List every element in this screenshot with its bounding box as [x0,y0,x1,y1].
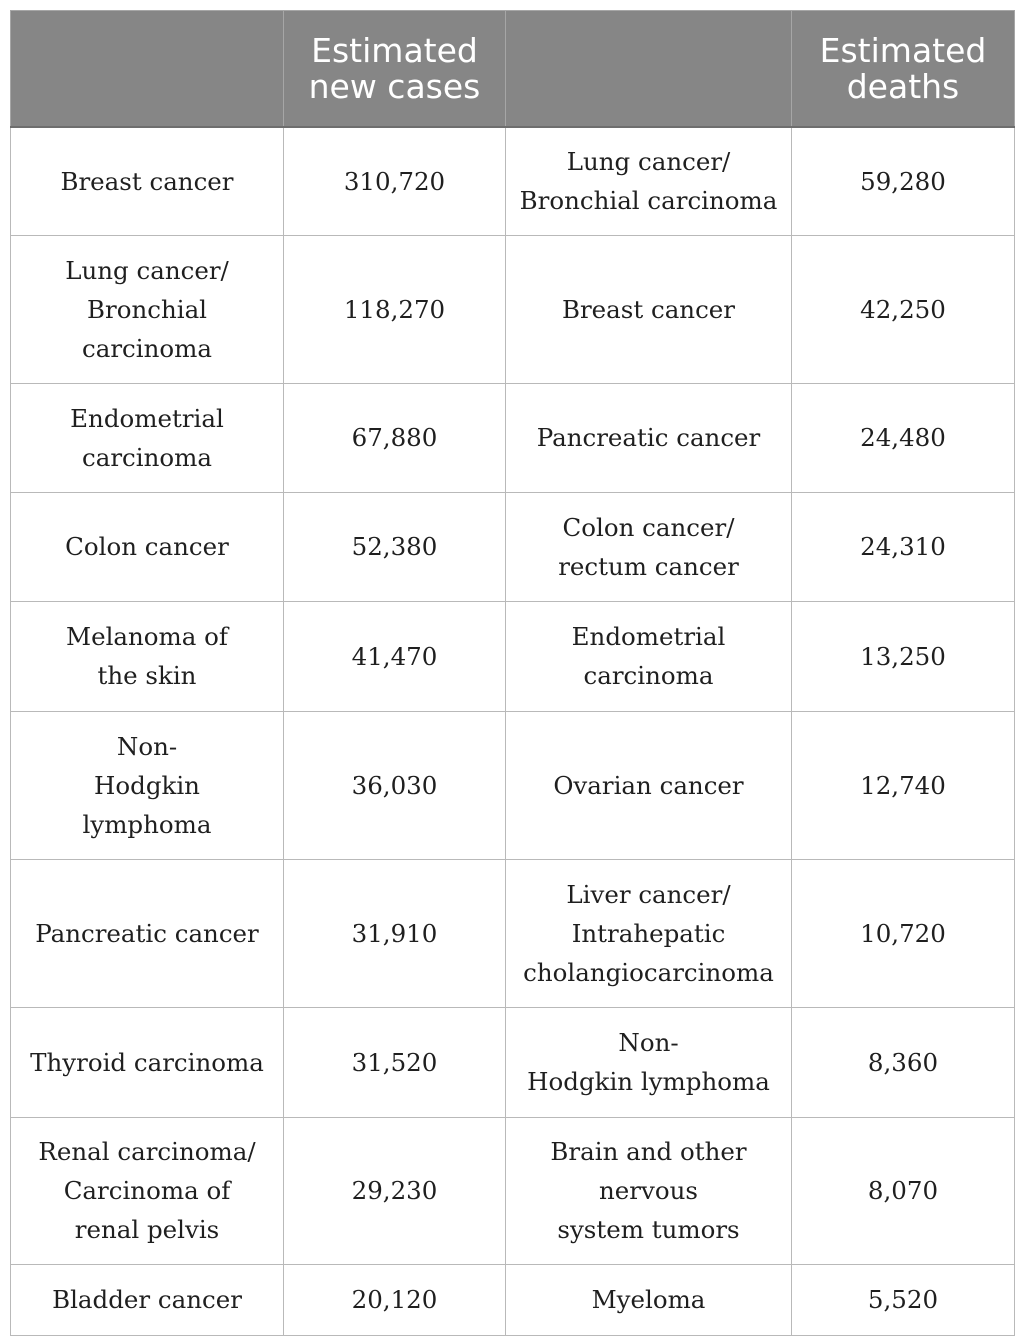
cell-text-line: Colon cancer [65,532,229,561]
new-case-cancer-type-cell [11,711,284,859]
table-row [11,859,1015,1007]
death-cancer-type-cell [506,235,792,383]
cell-text-line: Intrahepatic [571,918,726,948]
cell-text-line: Bronchial carcinoma [519,186,778,216]
death-cancer-type-cell [506,1264,792,1335]
death-cancer-type-cell [506,711,792,859]
table-row [11,235,1015,383]
new-case-cancer-type-cell [11,601,284,711]
estimated-deaths-cell: 13,250 [792,601,1015,711]
cell-text-line: Hodgkin lymphoma [527,1067,770,1096]
cell-text-line: system tumors [557,1215,740,1244]
cell-text-line: Lung cancer/ [65,255,229,285]
cell-text-line: Colon cancer/ [562,512,735,542]
cell-text-line: Breast cancer [60,166,234,196]
estimated-new-cases-cell: 36,030 [284,711,506,859]
cell-text-line: renal pelvis [74,1215,220,1244]
new-case-cancer-type-cell [11,235,284,383]
cell-text-line: Hodgkin [94,770,200,800]
cell-text-line: Ovarian cancer [553,770,744,800]
cell-text-line: Liver cancer/ [566,879,731,909]
cancer-statistics-table [10,10,1015,1336]
header-cell-death-cancer-type [506,11,792,128]
cell-text-line: Melanoma of [65,622,228,651]
estimated-deaths-cell: 12,740 [792,711,1015,859]
new-case-cancer-type-cell [11,127,284,235]
header-text-line: Estimated [819,30,987,70]
cell-text-line: lymphoma [82,809,212,839]
header-cell-new-cancer-type [11,11,284,128]
cell-text-line: Carcinoma of [63,1176,231,1205]
estimated-new-cases-cell: 31,520 [284,1007,506,1117]
estimated-deaths-cell: 8,070 [792,1117,1015,1264]
death-cancer-type-cell [506,601,792,711]
death-cancer-type-cell [506,127,792,235]
cell-text-line: Bronchial [86,294,208,324]
cell-text-line: Endometrial [571,622,726,651]
cell-text-line: Non- [618,1028,679,1057]
header-text-line: new cases [308,66,481,106]
new-case-cancer-type-cell [11,1117,284,1264]
header-text-line: Estimated [311,30,478,70]
cell-text-line: Myeloma [591,1285,706,1314]
header-cell-estimated-deaths [792,11,1015,128]
estimated-new-cases-cell: 41,470 [284,601,506,711]
table-row [11,711,1015,859]
death-cancer-type-cell [506,859,792,1007]
estimated-new-cases-cell: 310,720 [284,127,506,235]
cell-text-line: Thyroid carcinoma [30,1047,264,1077]
table-row [11,383,1015,492]
estimated-new-cases-cell: 31,910 [284,859,506,1007]
estimated-deaths-cell: 59,280 [792,127,1015,235]
new-case-cancer-type-cell [11,492,284,601]
cell-text-line: the skin [97,661,197,690]
cell-text-line: Non- [116,731,178,761]
table-row [11,127,1015,235]
table-body [11,127,1015,1335]
cell-text-line: rectum cancer [558,551,739,581]
new-case-cancer-type-cell [11,1007,284,1117]
estimated-deaths-cell: 5,520 [792,1264,1015,1335]
estimated-new-cases-cell: 67,880 [284,383,506,492]
estimated-deaths-cell: 10,720 [792,859,1015,1007]
cell-text-line: Breast cancer [561,294,736,324]
table-row [11,492,1015,601]
estimated-deaths-cell: 24,480 [792,383,1015,492]
cell-text-line: carcinoma [82,333,212,363]
estimated-new-cases-cell: 29,230 [284,1117,506,1264]
estimated-new-cases-cell: 20,120 [284,1264,506,1335]
header-cell-estimated-new-cases [284,11,506,128]
cell-text-line: Bladder cancer [52,1285,242,1314]
new-case-cancer-type-cell [11,1264,284,1335]
death-cancer-type-cell [506,492,792,601]
cell-text-line: Renal carcinoma/ [38,1137,256,1166]
death-cancer-type-cell [506,1117,792,1264]
cell-text-line: Brain and other [550,1137,747,1166]
death-cancer-type-cell [506,383,792,492]
table-header [11,11,1015,128]
death-cancer-type-cell [506,1007,792,1117]
table-row [11,1264,1015,1335]
header-text-line: deaths [846,66,960,106]
estimated-deaths-cell: 8,360 [792,1007,1015,1117]
estimated-deaths-cell: 24,310 [792,492,1015,601]
cell-text-line: carcinoma [82,442,212,472]
cell-text-line: Lung cancer/ [566,147,731,177]
estimated-deaths-cell: 42,250 [792,235,1015,383]
table-row [11,1007,1015,1117]
cell-text-line: Endometrial [70,403,224,433]
cell-text-line: cholangiocarcinoma [523,957,774,987]
table-row [11,601,1015,711]
header-row [11,11,1015,128]
new-case-cancer-type-cell [11,859,284,1007]
cell-text-line: nervous [599,1176,698,1205]
estimated-new-cases-cell: 52,380 [284,492,506,601]
cell-text-line: carcinoma [583,661,714,690]
cell-text-line: Pancreatic cancer [536,423,761,452]
estimated-new-cases-cell: 118,270 [284,235,506,383]
table-row [11,1117,1015,1264]
new-case-cancer-type-cell [11,383,284,492]
cell-text-line: Pancreatic cancer [35,918,259,948]
